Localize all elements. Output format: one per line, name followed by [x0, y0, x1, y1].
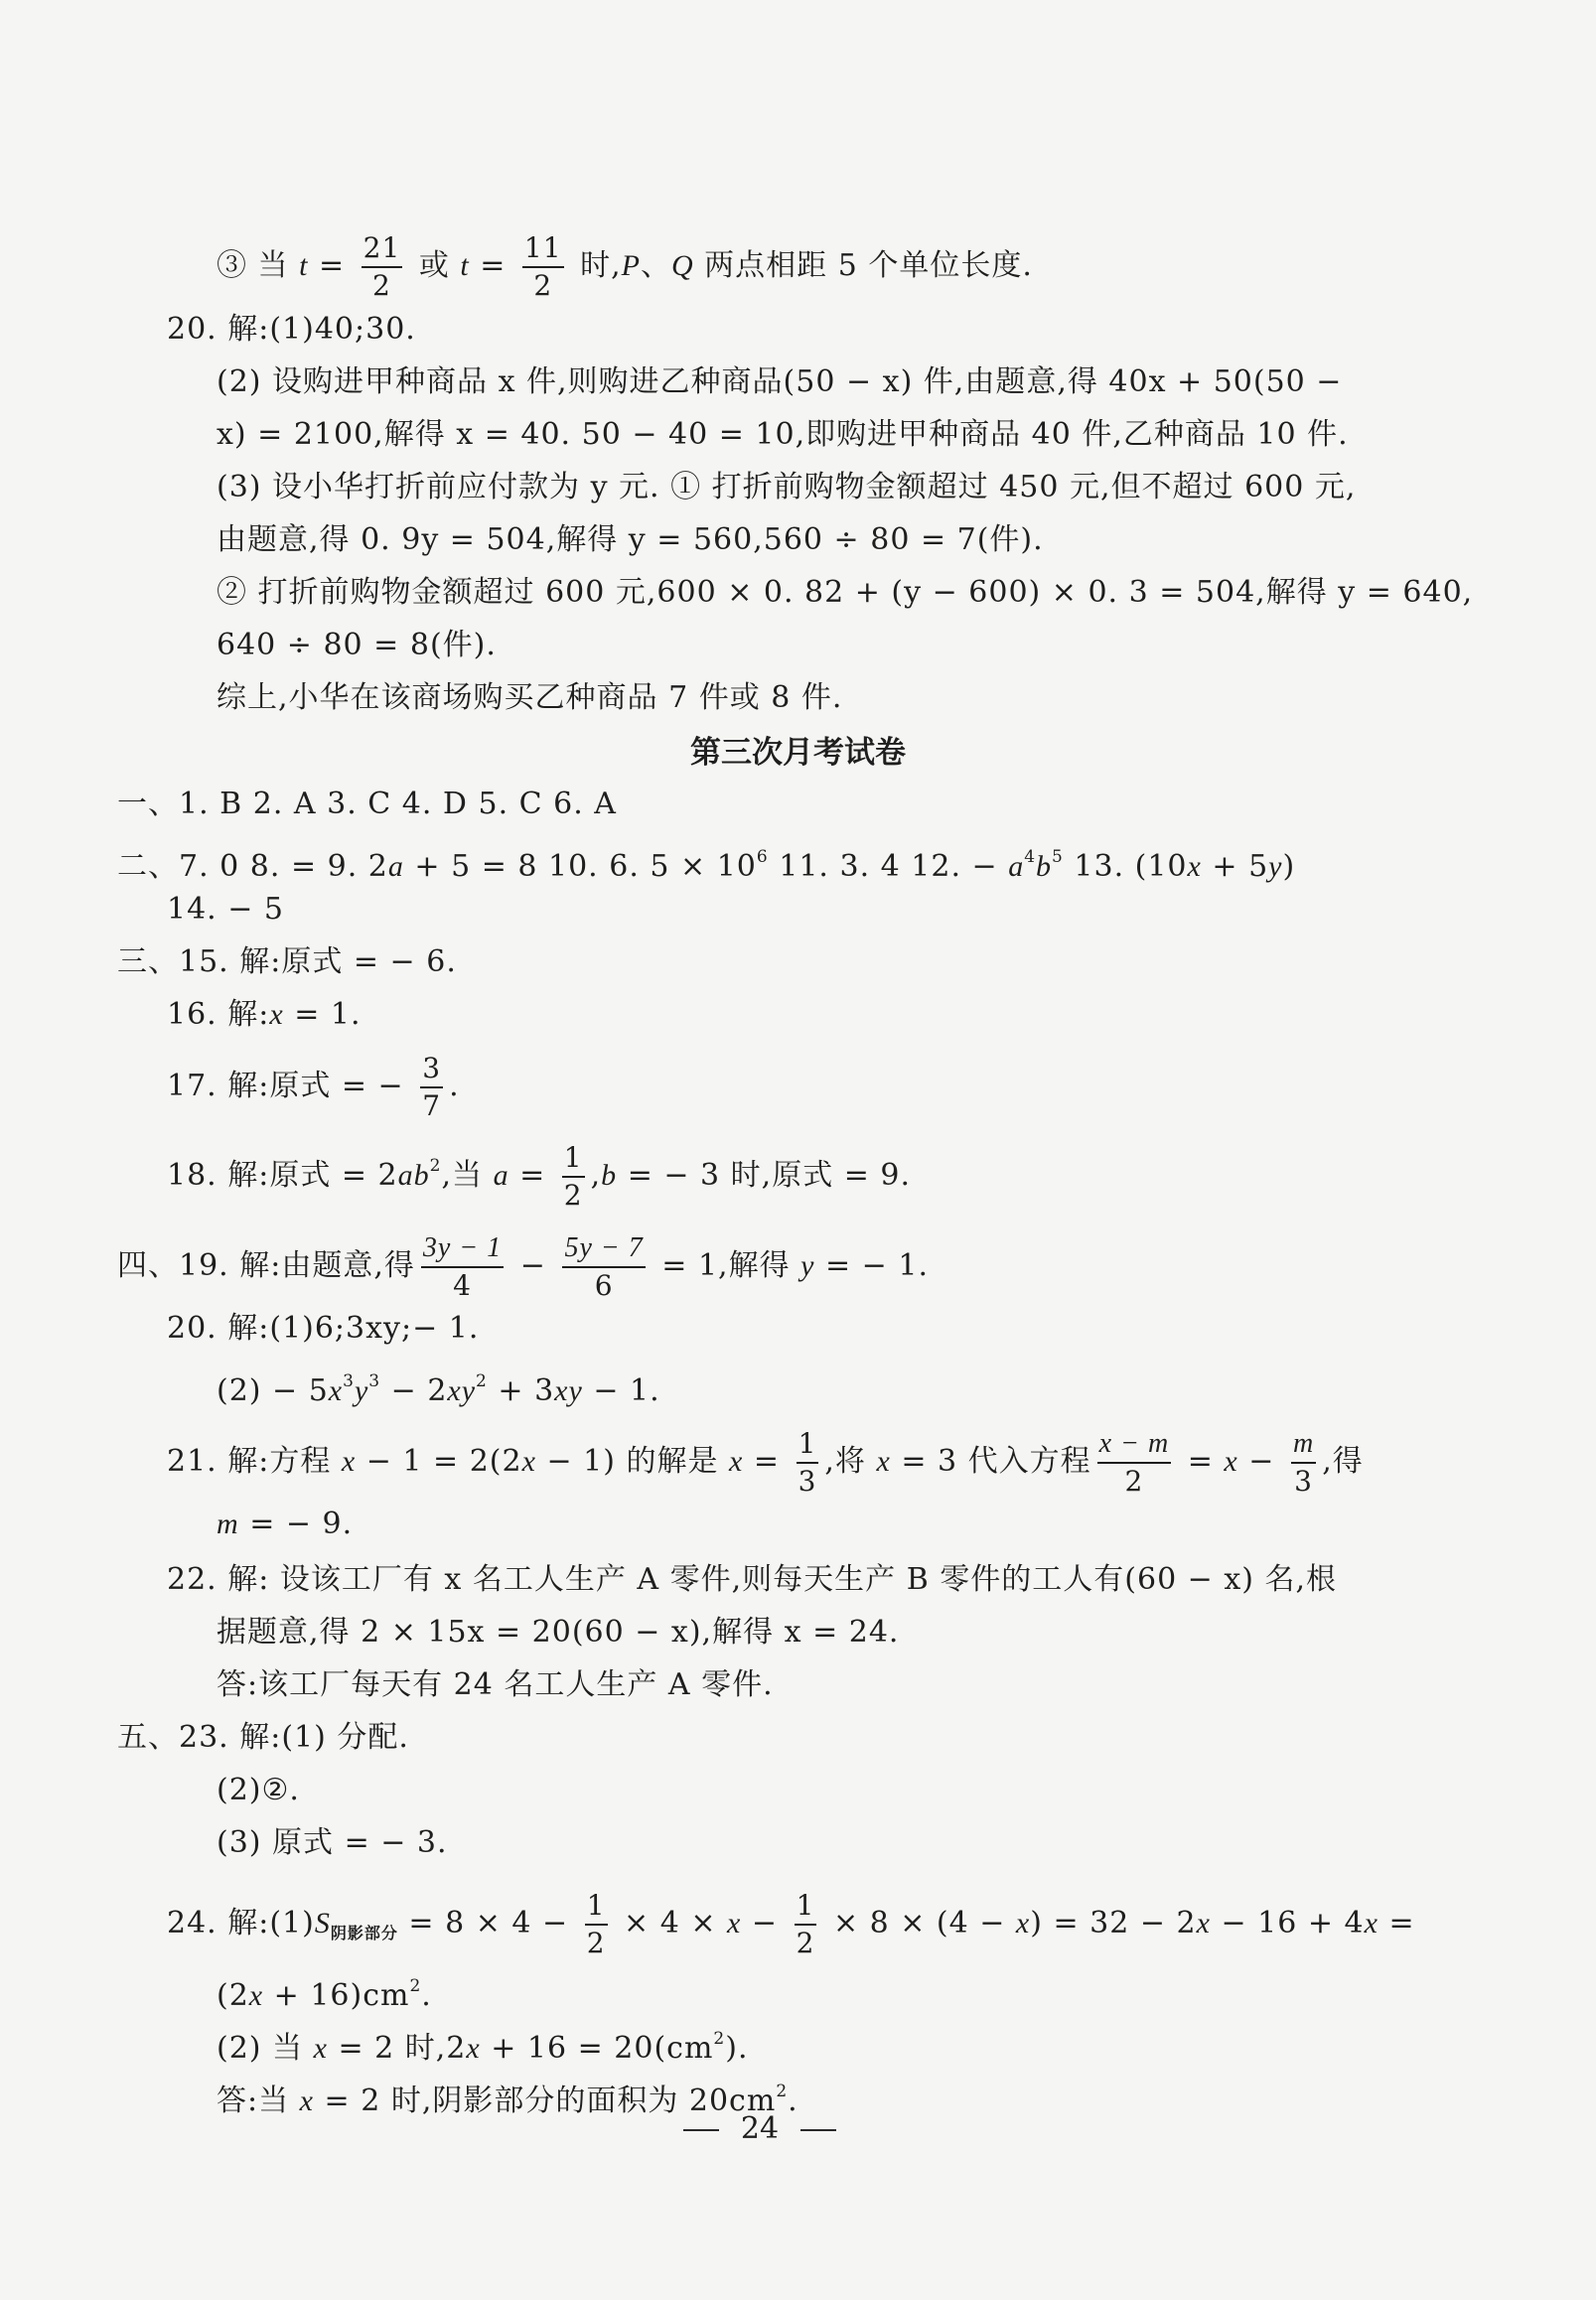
denominator: 2 — [586, 1927, 606, 1959]
section1-answers: 一、1. B 2. A 3. C 4. D 5. C 6. A — [117, 787, 617, 821]
q20-line-1: 20. 解:(1)40;30. — [167, 312, 416, 347]
superscript: 2 — [429, 1156, 442, 1176]
numerator: 5y − 7 — [562, 1234, 645, 1268]
q20-line-2: (2) 设购进甲种商品 x 件,则购进乙种商品(50 − x) 件,由题意,得 40x + 50(50 − — [217, 364, 1343, 399]
text: ,得 — [1322, 1444, 1364, 1479]
var: x — [521, 1445, 536, 1478]
text: 或 — [408, 248, 461, 283]
var: a — [387, 850, 404, 883]
denominator: 2 — [796, 1927, 815, 1959]
text: + 3 — [487, 1373, 555, 1408]
numerator: 21 — [362, 234, 403, 268]
var: x — [1224, 1445, 1238, 1478]
var: xy — [447, 1374, 477, 1407]
text: ,将 — [824, 1444, 877, 1479]
denominator: 2 — [533, 269, 553, 302]
text: 17. 解:原式 = − — [167, 1069, 415, 1103]
var: x — [729, 1445, 744, 1478]
section-title: 第三次月考试卷 — [690, 735, 906, 771]
var: xy — [554, 1374, 583, 1407]
q22-line-1: 22. 解: 设该工厂有 x 名工人生产 A 零件,则每天生产 B 零件的工人有(60 − x) 名,根 — [167, 1562, 1338, 1597]
q18-line — [167, 1141, 912, 1212]
var: x — [341, 1445, 357, 1478]
var: a — [1008, 850, 1025, 883]
text: = — [743, 1444, 791, 1479]
q20b-line-1: 20. 解:(1)6;3xy;− 1. — [167, 1311, 480, 1346]
q20-line-3: x) = 2100,解得 x = 40. 50 − 40 = 10,即购进甲种商品 40 件,乙种商品 10 件. — [217, 417, 1349, 452]
var: x — [1187, 850, 1202, 883]
var: x — [876, 1445, 891, 1478]
var: b — [1036, 850, 1053, 883]
var: x — [313, 2032, 328, 2065]
denominator: 2 — [372, 269, 391, 302]
section2-answers-cont: 14. − 5 — [167, 892, 285, 927]
text: = — [308, 248, 356, 283]
text: . — [449, 1069, 460, 1103]
q19-part3-line — [217, 231, 1033, 302]
q20-line-6: ② 打折前购物金额超过 600 元,600 × 0. 82 + (y − 600) × 0. 3 = 504,解得 y = 640, — [217, 575, 1474, 610]
q19-line — [117, 1234, 929, 1300]
page-number — [0, 2109, 1520, 2149]
text: − 1. — [582, 1373, 660, 1408]
var: P — [621, 249, 641, 282]
numerator: 3y − 1 — [421, 1234, 504, 1268]
text: (2 — [217, 1978, 249, 2013]
superscript: 6 — [756, 847, 769, 867]
q21-line-1 — [167, 1427, 1364, 1498]
text: − 1) 的解是 — [535, 1444, 730, 1479]
page-number-text: 24 — [740, 2111, 780, 2146]
superscript: 2 — [409, 1976, 422, 1996]
q20-line-4: (3) 设小华打折前应付款为 y 元. ① 打折前购物金额超过 450 元,但不超过 600 元, — [217, 470, 1357, 504]
var: y — [354, 1374, 369, 1407]
text: 13. (10 — [1063, 849, 1188, 884]
text: ) = 32 − 2 — [1030, 1906, 1197, 1941]
text: . — [421, 1978, 432, 2013]
superscript: 3 — [368, 1371, 381, 1391]
q23-line-1: 五、23. 解:(1) 分配. — [117, 1720, 409, 1755]
text: − 16 + 4 — [1210, 1906, 1365, 1941]
text: + 16 = 20(cm — [480, 2031, 714, 2066]
denominator: 3 — [798, 1465, 817, 1498]
var: x — [299, 2084, 314, 2117]
numerator: 1 — [585, 1892, 608, 1926]
text: × 4 × — [613, 1906, 728, 1941]
denominator: 2 — [563, 1179, 583, 1212]
text: = − 1. — [814, 1248, 929, 1283]
text: + 5 — [1201, 849, 1269, 884]
text: = 2 时,2 — [327, 2031, 467, 2066]
numerator: 11 — [522, 234, 564, 268]
text: = − 3 时,原式 = 9. — [617, 1158, 912, 1193]
superscript: 2 — [713, 2029, 726, 2049]
q16-line — [167, 995, 362, 1035]
var: b — [601, 1159, 618, 1192]
text: 18. 解:原式 = 2 — [167, 1158, 398, 1193]
var: ab — [397, 1159, 430, 1192]
q22-line-3: 答:该工厂每天有 24 名工人生产 A 零件. — [217, 1667, 774, 1702]
text: = 2 时,阴影部分的面积为 20cm — [313, 2084, 777, 2118]
text: = — [508, 1158, 556, 1193]
superscript: 4 — [1024, 847, 1037, 867]
fraction — [562, 1141, 585, 1212]
q24-line-1 — [167, 1889, 1415, 1959]
var: m — [217, 1508, 239, 1540]
superscript: 2 — [476, 1371, 488, 1391]
text: 11. 3. 4 12. − — [768, 849, 1009, 884]
q21-line-2 — [217, 1505, 353, 1544]
text: 24. 解:(1) — [167, 1906, 315, 1941]
section2-answers — [117, 837, 1295, 887]
fraction — [562, 1234, 645, 1300]
text: 16. 解: — [167, 997, 270, 1032]
numerator: 3 — [420, 1055, 443, 1088]
text: × 8 × (4 − — [822, 1906, 1016, 1941]
text: − — [741, 1906, 789, 1941]
var: x — [328, 1374, 344, 1407]
text: = — [1177, 1444, 1225, 1479]
q20b-line-2 — [217, 1362, 660, 1411]
denominator: 2 — [1124, 1465, 1144, 1498]
q20-line-5: 由题意,得 0. 9y = 504,解得 y = 560,560 ÷ 80 = 7(件). — [217, 522, 1044, 557]
text: ③ 当 — [217, 248, 300, 283]
text: 答:当 — [217, 2084, 300, 2118]
fraction — [522, 231, 564, 302]
q23-line-2: (2)②. — [217, 1773, 300, 1807]
q23-line-3: (3) 原式 = − 3. — [217, 1825, 448, 1860]
q20-line-7: 640 ÷ 80 = 8(件). — [217, 628, 497, 662]
text: + 16)cm — [263, 1978, 410, 2013]
fraction — [1291, 1430, 1316, 1496]
numerator: 1 — [562, 1144, 585, 1178]
denominator: 7 — [422, 1089, 442, 1122]
var: x — [1015, 1907, 1031, 1940]
numerator: 1 — [795, 1892, 817, 1926]
numerator: m — [1291, 1430, 1316, 1464]
text: − 1 = 2(2 — [356, 1444, 522, 1479]
text: ,当 — [441, 1158, 494, 1193]
text: 时, — [569, 248, 622, 283]
text: = 8 × 4 − — [397, 1906, 579, 1941]
fraction — [362, 231, 403, 302]
var: x — [727, 1907, 742, 1940]
text: 两点相距 5 个单位长度. — [693, 248, 1033, 283]
q22-line-2: 据题意,得 2 × 15x = 20(60 − x),解得 x = 24. — [217, 1615, 900, 1650]
var: x — [269, 998, 284, 1031]
text: , — [590, 1158, 602, 1193]
fraction — [795, 1889, 817, 1959]
text: = 1. — [283, 997, 362, 1032]
fraction — [797, 1427, 819, 1498]
q24-line-3 — [217, 2019, 749, 2069]
text: = 3 代入方程 — [890, 1444, 1091, 1479]
dash-right — [800, 2129, 836, 2131]
fraction — [585, 1889, 608, 1959]
q24-line-2 — [217, 1966, 432, 2016]
subscript: 阴影部分 — [330, 1924, 398, 1942]
q17-line — [167, 1052, 460, 1122]
var: t — [460, 249, 470, 282]
denominator: 3 — [1294, 1465, 1313, 1498]
text: − — [1237, 1444, 1285, 1479]
var: a — [493, 1159, 509, 1192]
var: x — [248, 1979, 264, 2012]
denominator: 6 — [594, 1269, 614, 1302]
var: t — [299, 249, 309, 282]
text: 四、19. 解:由题意,得 — [117, 1248, 415, 1283]
text: − — [509, 1248, 557, 1283]
var: x — [1364, 1907, 1378, 1940]
text: . — [788, 2084, 798, 2118]
text: 、 — [640, 248, 671, 283]
text: − 2 — [380, 1373, 448, 1408]
superscript: 5 — [1052, 847, 1064, 867]
var: x — [466, 2032, 481, 2065]
text: 21. 解:方程 — [167, 1444, 342, 1479]
var: x — [1196, 1907, 1211, 1940]
text: = − 9. — [238, 1507, 354, 1541]
text: + 5 = 8 10. 6. 5 × 10 — [403, 849, 757, 884]
text: = — [469, 248, 516, 283]
text: = 1,解得 — [651, 1248, 801, 1283]
var: y — [800, 1249, 815, 1282]
fraction — [420, 1052, 443, 1122]
numerator: 1 — [797, 1430, 819, 1464]
numerator: x − m — [1097, 1430, 1172, 1464]
text: = — [1378, 1906, 1415, 1941]
superscript: 3 — [343, 1371, 355, 1391]
text: (2) − 5 — [217, 1373, 329, 1408]
var: y — [1268, 850, 1283, 883]
fraction — [1097, 1430, 1172, 1496]
text: (2) 当 — [217, 2031, 314, 2066]
q15-line: 三、15. 解:原式 = − 6. — [117, 944, 457, 979]
superscript: 2 — [776, 2082, 789, 2101]
text: ). — [725, 2031, 749, 2066]
denominator: 4 — [453, 1269, 472, 1302]
text: 二、7. 0 8. = 9. 2 — [117, 849, 388, 884]
q20-line-8: 综上,小华在该商场购买乙种商品 7 件或 8 件. — [217, 680, 843, 715]
dash-left — [683, 2129, 719, 2131]
var: Q — [670, 249, 694, 282]
fraction — [421, 1234, 504, 1300]
var: S — [314, 1907, 331, 1940]
text: ) — [1282, 849, 1296, 884]
